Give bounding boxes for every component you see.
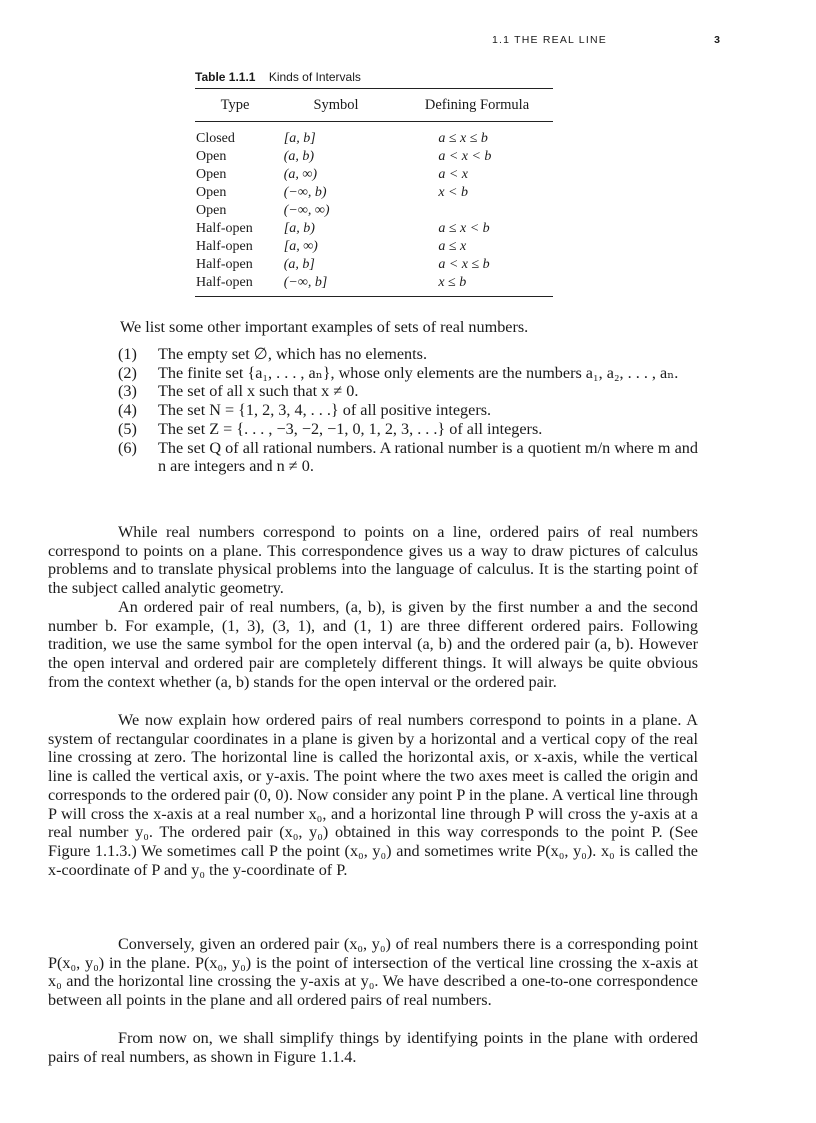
running-head [480,34,720,48]
list-item [118,401,698,420]
cell-type: Half-open [196,239,253,254]
cell-type: Open [196,167,227,182]
list-item-text: The set N = {1, 2, 3, 4, . . .} of all positive integers. [158,401,492,420]
cell-type: Closed [196,131,235,146]
cell-formula: a < x [438,167,468,182]
examples-list [118,345,698,476]
cell-formula: a ≤ x < b [438,221,490,236]
cell-formula: x ≤ b [438,275,467,290]
list-item [118,345,698,364]
table-row [195,166,553,184]
page-number: 3 [714,34,720,46]
list-item [118,364,698,383]
paragraph: While real numbers correspond to points on a line, ordered pairs of real numbers correspond to points on a plane. This correspondence gives us a way to draw pictures of calculus problems and to translate physical problems into the language of calculus. It is the starting point of the subject called analytic geometry. [48,523,698,598]
paragraph: An ordered pair of real numbers, (a, b), is given by the first number a and the second number b. For example, (1, 3), (3, 1), and (1, 1) are three different ordered pairs. Following tradition, we use the same symbol for the open interval (a, b) and the ordered pair (a, b). However the open interval and ordered pair are completely different things. It will always be quite obvious from the context whether (a, b) stands for the open interval or the ordered pair. [48,598,698,691]
intervals-table [195,88,553,297]
paragraph: We now explain how ordered pairs of real numbers correspond to points in a plane. A system of rectangular coordinates in a plane is given by a horizontal and a vertical copy of the real line crossing at zero. The horizontal line is called the horizontal axis, or x-axis, while the vertical line is called the vertical axis, or y-axis. The point where the two axes meet is called the origin and corresponds to the ordered pair (0, 0). Now consider any point P in the plane. A vertical line through P will cross the x-axis at a real number x₀, and a horizontal line through P will cross the y-axis at a real number y₀. The ordered pair (x₀, y₀) obtained in this way corresponds to the point P. (See Figure 1.1.3.) We sometimes call P the point (x₀, y₀) and sometimes write P(x₀, y₀). x₀ is called the x-coordinate of P and y₀ the y-coordinate of P. [48,711,698,879]
cell-type: Half-open [196,221,253,236]
cell-formula: x < b [438,185,468,200]
cell-formula: a ≤ x ≤ b [438,131,488,146]
table-row [195,274,553,292]
paragraph: From now on, we shall simplify things by identifying points in the plane with ordered pairs of real numbers, as shown in Figure 1.1.4. [48,1029,698,1066]
list-item [118,420,698,439]
cell-symbol: (−∞, ∞) [283,203,330,218]
table-row [195,220,553,238]
table-row [195,184,553,202]
table-title: Kinds of Intervals [268,70,361,84]
cell-formula: a < x ≤ b [438,257,490,272]
cell-formula: a < x < b [438,149,492,164]
list-item [118,439,698,476]
list-item-text: The set Z = {. . . , −3, −2, −1, 0, 1, 2, 3, . . .} of all integers. [158,419,543,438]
cell-symbol: [a, b) [283,221,315,236]
cell-type: Open [196,185,227,200]
cell-symbol: (a, b] [283,257,315,272]
cell-symbol: [a, b] [283,131,316,146]
list-item-text: The finite set {a₁, . . . , aₙ}, whose only elements are the numbers a₁, a₂, . . . , aₙ. [158,363,679,382]
table-row [195,148,553,166]
list-intro: We list some other important examples of sets of real numbers. [120,318,529,336]
table-caption [195,70,575,84]
list-item-text: The empty set ∅, which has no elements. [158,345,427,363]
list-item-label: (3) [118,382,137,401]
header-formula: Defining Formula [424,96,530,113]
list-item-label: (6) [118,438,137,457]
list-item-label: (2) [118,363,137,382]
cell-type: Half-open [196,275,253,290]
list-item-text: The set of all x such that x ≠ 0. [158,382,359,401]
header-symbol: Symbol [313,96,359,113]
header-type: Type [220,96,250,113]
table-row [195,130,553,148]
cell-symbol: (−∞, b) [283,185,327,200]
table-row [195,238,553,256]
cell-formula: a ≤ x [438,239,467,254]
table-number: Table 1.1.1 [195,70,256,84]
cell-type: Half-open [196,257,253,272]
list-item [118,382,698,401]
cell-symbol: [a, ∞) [283,239,318,254]
list-item-label: (4) [118,401,137,420]
cell-type: Open [196,203,227,218]
section-title: 1.1 THE REAL LINE [492,34,607,46]
list-item-label: (5) [118,419,137,438]
table-row [195,256,553,274]
paragraph: Conversely, given an ordered pair (x₀, y₀) of real numbers there is a corresponding point P(x₀, y₀) in the plane. P(x₀, y₀) is the point of intersection of the vertical line crossing the x-axis at x₀ and the horizontal line crossing the y-axis at y₀. We have described a one-to-one correspondence between all points in the plane and all ordered pairs of real numbers. [48,935,698,1010]
list-item-label: (1) [118,345,137,363]
table-row [195,202,553,220]
list-item-text: The set Q of all rational numbers. A rational number is a quotient m/n where m and n are integers and n ≠ 0. [158,438,698,476]
cell-symbol: (−∞, b] [283,275,328,290]
cell-type: Open [196,149,227,164]
cell-symbol: (a, b) [283,149,315,164]
table-header-row [195,89,553,122]
table-body [195,122,553,296]
cell-symbol: (a, ∞) [283,167,318,182]
